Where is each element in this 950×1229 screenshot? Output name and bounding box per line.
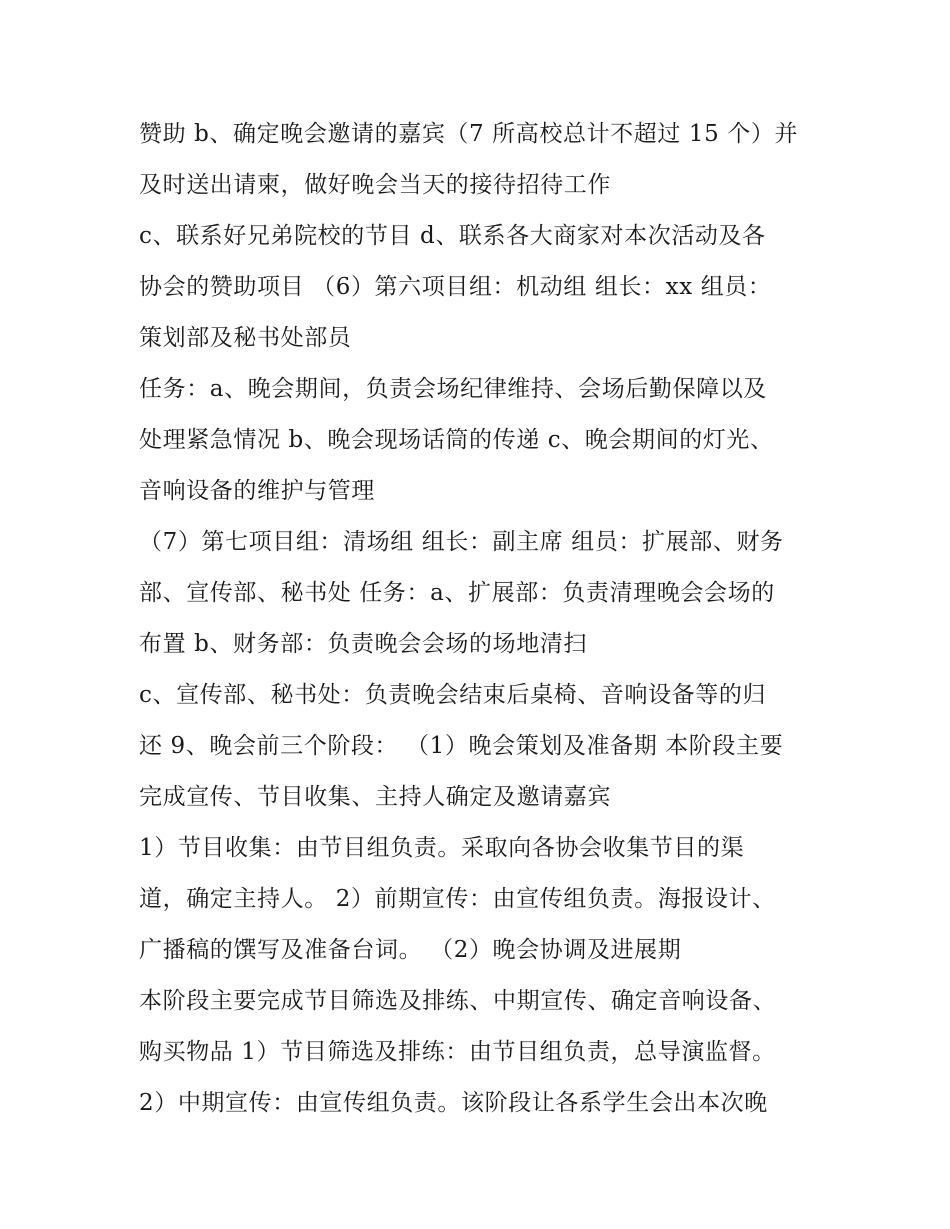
text-line: 广播稿的馔写及准备台词。 （2）晚会协调及进展期 bbox=[139, 937, 682, 963]
text-line: 赞助 b、确定晚会邀请的嘉宾（7 所高校总计不超过 15 个）并 bbox=[139, 121, 799, 147]
text-line: c、宣传部、秘书处：负责晚会结束后桌椅、音响设备等的归 bbox=[139, 682, 767, 708]
text-line: 处理紧急情况 b、晚会现场话筒的传递 c、晚会期间的灯光、 bbox=[139, 427, 774, 453]
text-line: 道，确定主持人。 2）前期宣传：由宣传组负责。海报设计、 bbox=[139, 886, 776, 912]
text-line: 本阶段主要完成节目筛选及排练、中期宣传、确定音响设备、 bbox=[139, 988, 777, 1014]
text-line: c、联系好兄弟院校的节目 d、联系各大商家对本次活动及各 bbox=[139, 223, 766, 249]
text-line: 部、宣传部、秘书处 任务：a、扩展部：负责清理晚会会场的 bbox=[139, 580, 775, 606]
text-line: 1）节目收集：由节目组负责。采取向各协会收集节目的渠 bbox=[139, 835, 745, 861]
text-line: 音响设备的维护与管理 bbox=[139, 478, 375, 504]
text-line: 策划部及秘书处部员 bbox=[139, 325, 352, 351]
text-line: 及时送出请柬，做好晚会当天的接待招待工作 bbox=[139, 172, 611, 198]
document-body bbox=[139, 109, 829, 1129]
text-line: 2）中期宣传：由宣传组负责。该阶段让各系学生会出本次晚 bbox=[139, 1090, 768, 1116]
text-line: 还 9、晚会前三个阶段： （1）晚会策划及准备期 本阶段主要 bbox=[139, 733, 784, 759]
text-line: 协会的赞助项目 （6）第六项目组：机动组 组长：xx 组员： bbox=[139, 274, 772, 300]
text-line: 布置 b、财务部：负责晚会会场的场地清扫 bbox=[139, 631, 588, 657]
text-line: 购买物品 1）节目筛选及排练：由节目组负责，总导演监督。 bbox=[139, 1039, 776, 1065]
text-line: 完成宣传、节目收集、主持人确定及邀请嘉宾 bbox=[139, 784, 611, 810]
text-line: 任务：a、晚会期间，负责会场纪律维持、会场后勤保障以及 bbox=[139, 376, 767, 402]
text-line: （7）第七项目组：清场组 组长：副主席 组员：扩展部、财务 bbox=[139, 529, 784, 555]
